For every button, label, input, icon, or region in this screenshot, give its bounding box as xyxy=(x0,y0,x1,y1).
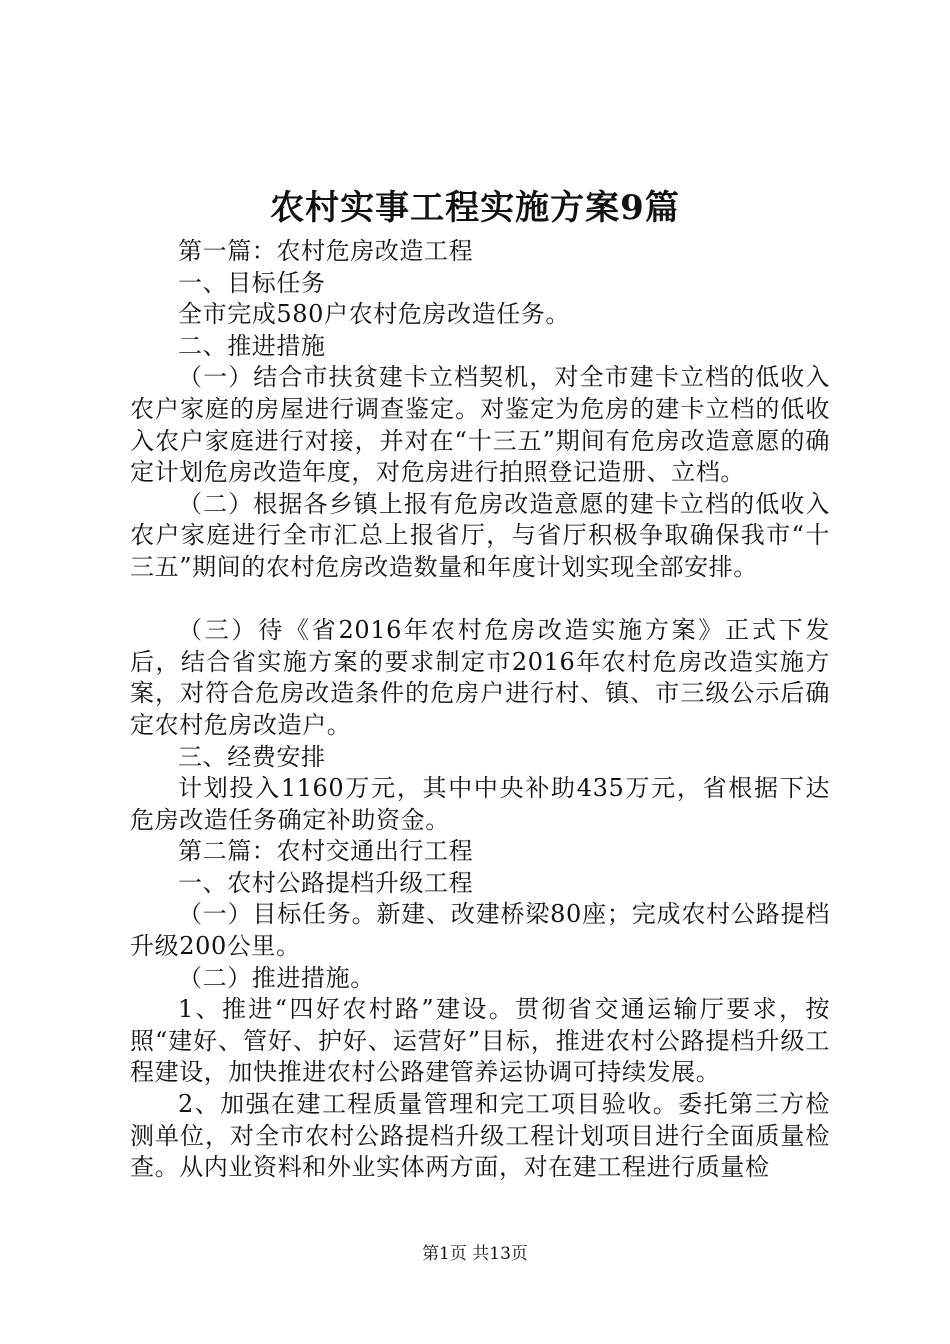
paragraph-measure-2: （二）根据各乡镇上报有危房改造意愿的建卡立档的低收入农户家庭进行全市汇总上报省厅，与省厅积极争取确保我市“十三五”期间的农村危房改造数量和年度计划实现全部安排。 xyxy=(130,489,830,581)
subheading-road-upgrade: 一、农村公路提档升级工程 xyxy=(178,868,474,897)
page-number-footer: 第1页 共13页 xyxy=(422,1244,528,1264)
paragraph-funding-text: 计划投入1160万元，其中中央补助435万元，省根据下达危房改造任务确定补助资金。 xyxy=(130,774,830,834)
paragraph-measure-1: （一）结合市扶贫建卡立档契机，对全市建卡立档的低收入农户家庭的房屋进行调查鉴定。对鉴定为危房的建卡立档的低收入农户家庭进行对接，并对在“十三五”期间有危房改造意愿的确定计划危房改造年度，对危房进行拍照登记造册、立档。 xyxy=(130,363,830,487)
subheading-funding: 三、经费安排 xyxy=(178,742,326,771)
paragraph-road-measure-2: 2、加强在建工程质量管理和完工项目验收。委托第三方检测单位，对全市农村公路提档升级工程计划项目进行全面质量检查。从内业资料和外业实体两方面，对在建工程进行质量检 xyxy=(130,1090,830,1182)
paragraph-goal-text: 全市完成580户农村危房改造任务。 xyxy=(178,300,571,329)
paragraph-road-measures-heading: （二）推进措施。 xyxy=(178,963,375,992)
section-heading-2: 第二篇：农村交通出行工程 xyxy=(178,837,474,866)
subheading-measures: 二、推进措施 xyxy=(178,331,326,360)
document-title: 农村实事工程实施方案9篇 xyxy=(270,188,680,228)
paragraph-road-goal: （一）目标任务。新建、改建桥梁80座；完成农村公路提档升级200公里。 xyxy=(130,900,830,961)
paragraph-measure-3: （三）待《省2016年农村危房改造实施方案》正式下发后，结合省实施方案的要求制定市2016年农村危房改造实施方案，对符合危房改造条件的危房户进行村、镇、市三级公示后确定农村危房改造户。 xyxy=(130,616,830,739)
document-body xyxy=(130,236,830,1184)
section-heading-1: 第一篇：农村危房改造工程 xyxy=(178,237,474,265)
paragraph-road-measure-1: 1、推进“四好农村路”建设。贯彻省交通运输厅要求，按照“建好、管好、护好、运营好”目标，推进农村公路提档升级工程建设，加快推进农村公路建管养运协调可持续发展。 xyxy=(130,995,830,1087)
subheading-goal: 一、目标任务 xyxy=(178,268,326,297)
